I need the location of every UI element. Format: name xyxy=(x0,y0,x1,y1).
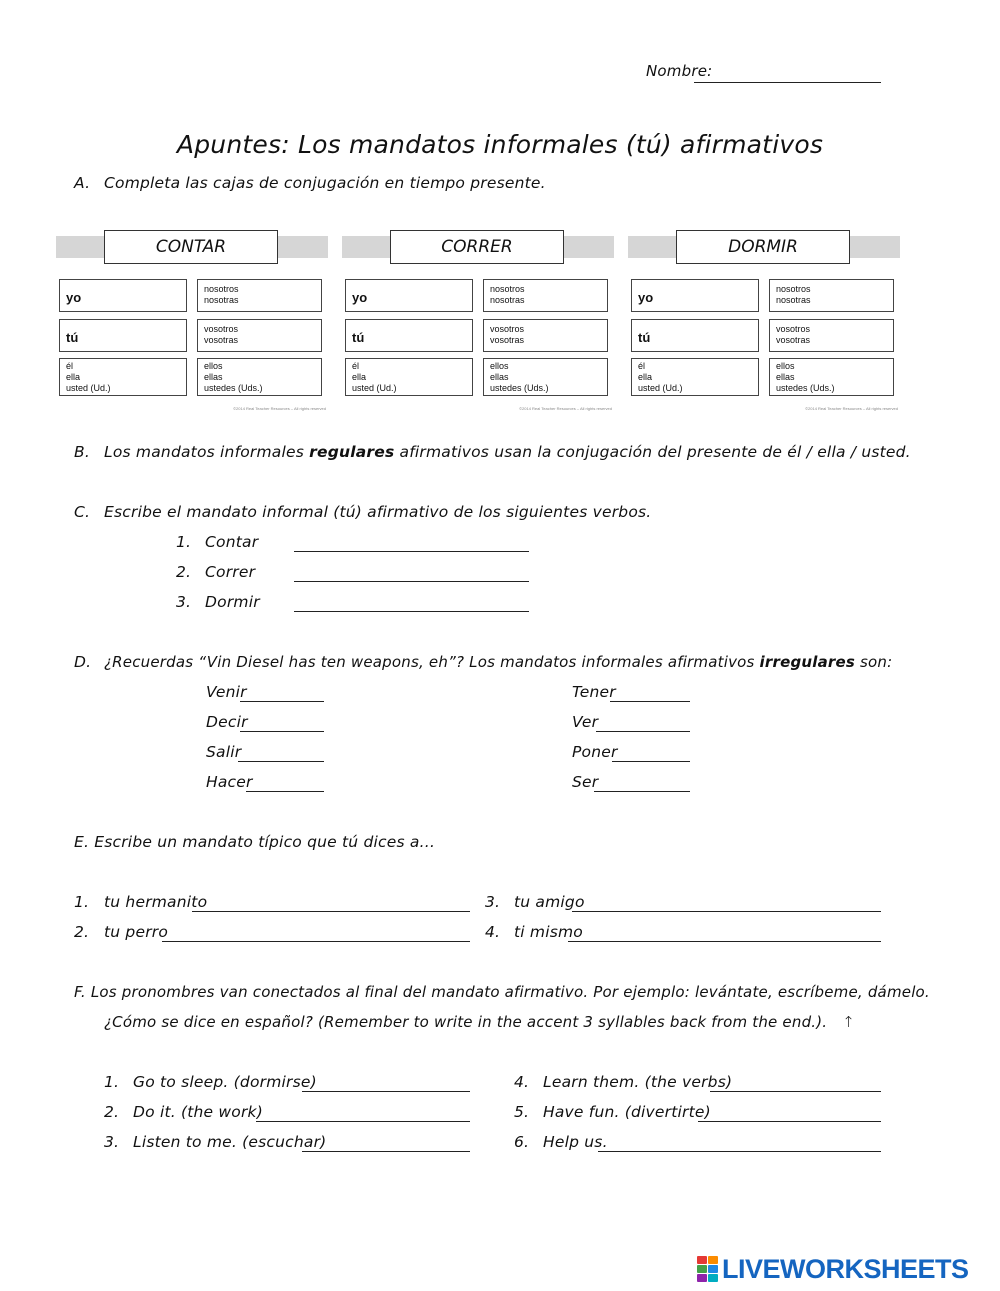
pronoun-ustedes: ustedes (Uds.) xyxy=(776,383,835,393)
c-item-verb: Correr xyxy=(205,563,256,581)
d-answer-ver[interactable] xyxy=(596,731,690,732)
arrow-up-icon: ↑ xyxy=(842,1013,856,1031)
f-item-label: Listen to me. (escuchar) xyxy=(133,1133,327,1151)
e-item-num: 2. xyxy=(74,923,90,941)
d-answer-decir[interactable] xyxy=(240,731,324,732)
verb-title: CONTAR xyxy=(104,230,278,264)
section-c-letter: C. xyxy=(74,503,91,521)
section-d-after: son: xyxy=(860,653,893,671)
c-item-verb: Dormir xyxy=(205,593,260,611)
nombre-input[interactable] xyxy=(694,82,881,83)
pronoun-nosotras: nosotras xyxy=(204,295,239,305)
pronoun-yo: yo xyxy=(66,290,82,305)
cell-vosotros[interactable] xyxy=(197,319,322,352)
pronoun-ellas: ellas xyxy=(490,372,509,382)
e-item-num: 4. xyxy=(485,923,501,941)
c-answer-3[interactable] xyxy=(294,611,529,612)
pronoun-vosotros: vosotros xyxy=(490,324,525,334)
pronoun-ustedes: ustedes (Uds.) xyxy=(204,383,263,393)
e-answer-3[interactable] xyxy=(572,911,881,912)
d-verb-decir: Decir xyxy=(206,713,248,731)
section-b-before: Los mandatos informales xyxy=(104,443,304,461)
c-item-num: 2. xyxy=(176,563,192,581)
pronoun-el: él xyxy=(66,361,74,371)
copyright-note: ©2014 Real Teacher Resources – All rights reserved xyxy=(805,406,898,411)
section-b-letter: B. xyxy=(74,443,90,461)
conjugation-table-dormir xyxy=(628,230,900,420)
cell-ellos[interactable] xyxy=(483,358,608,396)
pronoun-vosotras: vosotras xyxy=(490,335,525,345)
cell-el[interactable] xyxy=(345,358,473,396)
e-item-label: tu perro xyxy=(104,923,169,941)
liveworksheets-logo[interactable] xyxy=(697,1252,969,1286)
section-b-after: afirmativos usan la conjugación del presente de él / ella / usted. xyxy=(399,443,911,461)
d-verb-ser: Ser xyxy=(572,773,599,791)
c-item-verb: Contar xyxy=(205,533,259,551)
cell-el[interactable] xyxy=(631,358,759,396)
d-answer-hacer[interactable] xyxy=(246,791,324,792)
cell-nosotros[interactable] xyxy=(197,279,322,312)
pronoun-usted: usted (Ud.) xyxy=(352,383,397,393)
d-answer-poner[interactable] xyxy=(612,761,690,762)
cell-yo[interactable] xyxy=(59,279,187,312)
verb-title: DORMIR xyxy=(676,230,850,264)
f-item-label: Learn them. (the verbs) xyxy=(543,1073,733,1091)
cell-vosotros[interactable] xyxy=(483,319,608,352)
conjugation-table-correr xyxy=(342,230,614,420)
pronoun-el: él xyxy=(352,361,360,371)
logo-text: LIVEWORKSHEETS xyxy=(722,1253,969,1284)
pronoun-ella: ella xyxy=(66,372,81,382)
copyright-note: ©2014 Real Teacher Resources – All rights reserved xyxy=(233,406,326,411)
pronoun-ellas: ellas xyxy=(776,372,795,382)
section-d-before: ¿Recuerdas “Vin Diesel has ten weapons, eh”? Los mandatos informales afirmativos xyxy=(104,653,755,671)
e-item-label: ti mismo xyxy=(514,923,583,941)
pronoun-vosotras: vosotras xyxy=(776,335,811,345)
copyright-note: ©2014 Real Teacher Resources – All rights reserved xyxy=(519,406,612,411)
f-item-label: Have fun. (divertirte) xyxy=(543,1103,711,1121)
e-answer-2[interactable] xyxy=(162,941,470,942)
f-item-num: 1. xyxy=(104,1073,120,1091)
section-f-line2-text: ¿Cómo se dice en español? (Remember to write in the accent 3 syllables back from the end.). xyxy=(104,1013,828,1031)
f-item-label: Do it. (the work) xyxy=(133,1103,263,1121)
pronoun-nosotras: nosotras xyxy=(776,295,811,305)
pronoun-vosotros: vosotros xyxy=(204,324,239,334)
pronoun-ella: ella xyxy=(638,372,653,382)
e-answer-4[interactable] xyxy=(568,941,881,942)
section-d-bold: irregulares xyxy=(759,653,856,671)
section-f-line2 xyxy=(104,1013,855,1031)
e-item-num: 3. xyxy=(485,893,501,911)
cell-ellos[interactable] xyxy=(197,358,322,396)
section-d-text xyxy=(104,653,892,671)
section-e-instruction: E. Escribe un mandato típico que tú dices a… xyxy=(74,833,436,851)
d-answer-tener[interactable] xyxy=(610,701,690,702)
e-item-label: tu hermanito xyxy=(104,893,208,911)
f-answer-4[interactable] xyxy=(710,1091,881,1092)
pronoun-nosotros: nosotros xyxy=(776,284,811,294)
pronoun-yo: yo xyxy=(638,290,654,305)
pronoun-tu: tú xyxy=(352,330,365,345)
f-answer-5[interactable] xyxy=(698,1121,881,1122)
section-a-letter: A. xyxy=(74,174,91,192)
d-answer-venir[interactable] xyxy=(240,701,324,702)
section-b-text xyxy=(104,443,911,461)
pronoun-usted: usted (Ud.) xyxy=(66,383,111,393)
pronoun-tu: tú xyxy=(66,330,79,345)
f-item-num: 4. xyxy=(514,1073,530,1091)
pronoun-nosotros: nosotros xyxy=(490,284,525,294)
pronoun-yo: yo xyxy=(352,290,368,305)
cell-yo[interactable] xyxy=(631,279,759,312)
cell-tu[interactable] xyxy=(345,319,473,352)
e-item-label: tu amigo xyxy=(514,893,585,911)
pronoun-vosotros: vosotros xyxy=(776,324,811,334)
f-item-num: 2. xyxy=(104,1103,120,1121)
pronoun-usted: usted (Ud.) xyxy=(638,383,683,393)
pronoun-tu: tú xyxy=(638,330,651,345)
f-answer-3[interactable] xyxy=(302,1151,470,1152)
d-verb-hacer: Hacer xyxy=(206,773,253,791)
cell-tu[interactable] xyxy=(59,319,187,352)
verb-title: CORRER xyxy=(390,230,564,264)
f-item-num: 6. xyxy=(514,1133,530,1151)
pronoun-ellos: ellos xyxy=(204,361,223,371)
cell-nosotros[interactable] xyxy=(483,279,608,312)
f-answer-6[interactable] xyxy=(598,1151,881,1152)
f-answer-2[interactable] xyxy=(256,1121,470,1122)
section-b-bold: regulares xyxy=(309,443,395,461)
f-item-label: Go to sleep. (dormirse) xyxy=(133,1073,317,1091)
d-verb-venir: Venir xyxy=(206,683,247,701)
pronoun-vosotras: vosotras xyxy=(204,335,239,345)
section-a-instruction: Completa las cajas de conjugación en tiempo presente. xyxy=(104,174,546,192)
c-item-num: 1. xyxy=(176,533,192,551)
cell-tu[interactable] xyxy=(631,319,759,352)
d-verb-ver: Ver xyxy=(572,713,599,731)
nombre-label: Nombre: xyxy=(646,62,713,80)
cell-el[interactable] xyxy=(59,358,187,396)
d-verb-salir: Salir xyxy=(206,743,242,761)
f-item-num: 3. xyxy=(104,1133,120,1151)
f-item-num: 5. xyxy=(514,1103,530,1121)
c-answer-2[interactable] xyxy=(294,581,529,582)
section-c-instruction: Escribe el mandato informal (tú) afirmativo de los siguientes verbos. xyxy=(104,503,652,521)
d-answer-ser[interactable] xyxy=(594,791,690,792)
section-d-letter: D. xyxy=(74,653,92,671)
f-item-label: Help us. xyxy=(543,1133,608,1151)
liveworksheets-icon xyxy=(697,1256,719,1282)
pronoun-ellos: ellos xyxy=(776,361,795,371)
e-answer-1[interactable] xyxy=(192,911,470,912)
d-verb-poner: Poner xyxy=(572,743,618,761)
page-title: Apuntes: Los mandatos informales (tú) afirmativos xyxy=(176,130,824,159)
e-item-num: 1. xyxy=(74,893,90,911)
section-f-line1: F. Los pronombres van conectados al final del mandato afirmativo. Por ejemplo: levántate, escríbeme, dámelo. xyxy=(74,983,930,1001)
pronoun-nosotros: nosotros xyxy=(204,284,239,294)
cell-nosotros[interactable] xyxy=(769,279,894,312)
c-answer-1[interactable] xyxy=(294,551,529,552)
pronoun-ustedes: ustedes (Uds.) xyxy=(490,383,549,393)
cell-ellos[interactable] xyxy=(769,358,894,396)
c-item-num: 3. xyxy=(176,593,192,611)
cell-vosotros[interactable] xyxy=(769,319,894,352)
pronoun-ellos: ellos xyxy=(490,361,509,371)
f-answer-1[interactable] xyxy=(302,1091,470,1092)
pronoun-ellas: ellas xyxy=(204,372,223,382)
pronoun-nosotras: nosotras xyxy=(490,295,525,305)
cell-yo[interactable] xyxy=(345,279,473,312)
pronoun-el: él xyxy=(638,361,646,371)
d-answer-salir[interactable] xyxy=(238,761,324,762)
pronoun-ella: ella xyxy=(352,372,367,382)
d-verb-tener: Tener xyxy=(572,683,616,701)
conjugation-table-contar xyxy=(56,230,328,420)
